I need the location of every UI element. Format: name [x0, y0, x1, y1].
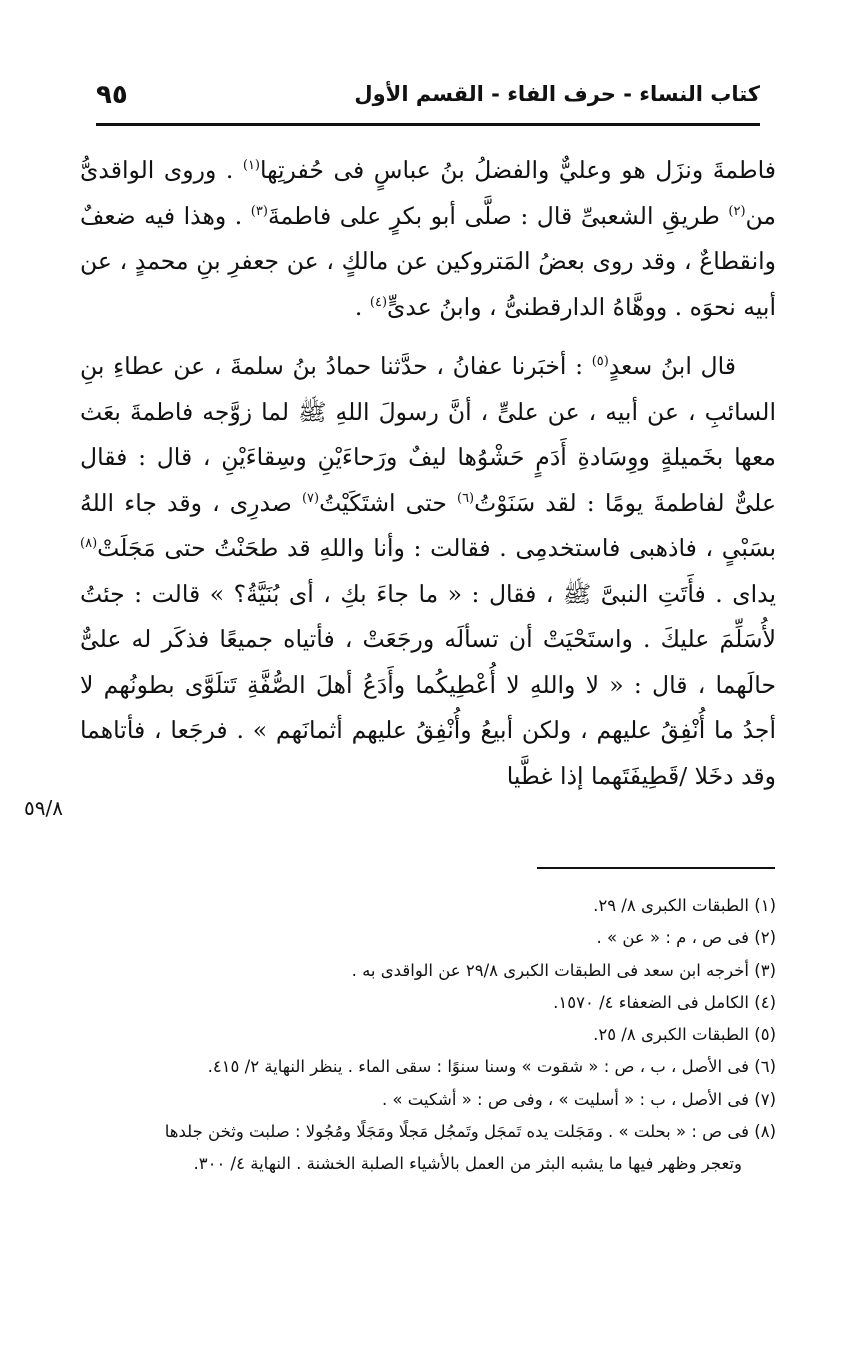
header-rule — [96, 123, 760, 126]
paragraph-1 — [80, 148, 776, 330]
footnote-ref: (٥) — [591, 354, 609, 370]
text-run: قال ابنُ سعدٍ — [608, 352, 736, 380]
margin-volume-page-note: ٥٩/٨ — [24, 796, 63, 820]
text-run: : أخبَرنا عفانُ ، حدَّثنا حمادُ بنُ سلمةَ ، عن عطاءِ بنِ السائبِ ، عن أبيه ، عن علىٍّ ، أنَّ رسولَ اللهِ ﷺ لما زوَّجه فاطمةَ بعَث معها بخَميلةٍ ووِسَادةِ أَدَمٍ حَشْوُها ليفٌ ورَحاءَيْنِ وسِقاءَيْنِ ، قال : فقال علىٌّ لفاطمةَ يومًا : لقد سَنَوْتُ — [80, 352, 776, 517]
footnote-8-continued: وتعجر وظهر فيها ما يشبه البثر من العمل بالأشياء الصلبة الخشنة . النهاية ٤/ ٣٠٠. — [193, 1154, 742, 1174]
footnote-4: (٤) الكامل فى الضعفاء ٤/ ١٥٧٠. — [553, 992, 776, 1012]
footnote-6: (٦) فى الأصل ، ب ، ص : « شقوت » وسنا سنوًا : سقى الماء . ينظر النهاية ٢/ ٤١٥. — [207, 1057, 776, 1077]
footnote-3: (٣) أخرجه ابن سعد فى الطبقات الكبرى ٢٩/٨ عن الواقدى به . — [351, 960, 776, 980]
footnote-7: (٧) فى الأصل ، ب : « أسليت » ، وفى ص : « أشكيت » . — [381, 1089, 776, 1109]
footnote-2: (٢) فى ص ، م : « عن » . — [596, 928, 776, 948]
running-head: كتاب النساء - حرف الفاء - القسم الأول — [354, 82, 760, 106]
footnote-5: (٥) الطبقات الكبرى ٨/ ٢٥. — [593, 1025, 776, 1045]
footnote-ref: (٤) — [369, 294, 388, 310]
footnote-1: (١) الطبقات الكبرى ٨/ ٢٩. — [593, 896, 776, 915]
page-header — [96, 80, 760, 120]
footnote-ref: (٧) — [301, 490, 320, 506]
text-run: حتى اشتَكَيْتُ — [319, 488, 457, 517]
footnote-ref: (١) — [242, 158, 260, 174]
footnote-ref: (٢) — [728, 203, 746, 219]
footnote-ref: (٣) — [250, 203, 268, 219]
text-run: يداى . فأَتَتِ النبىَّ ﷺ ، فقال : « ما جاءَ بكِ ، أى بُنَيَّةُ؟ » قالت : جئتُ لأُسَلِّمَ عليكَ . واستَحْيَتْ أن تسألَه ورجَعَتْ ، فأتياه جميعًا فذكَر له علىٌّ حالَهما ، قال : « لا واللهِ لا أُعْطِيكُما وأَدَعُ أهلَ الصُّفَّةِ تَتلَوَّى بطونُهم لا أجدُ ما أُنْفِقُ عليهم ، ولكن أبيعُ وأُنْفِقُ عليهم أثمانَهم » . فرجَعا ، فأتاهما وقد دخَلا /قَطِيفَتَهما إذا غطَّيا — [80, 579, 776, 790]
footnote-ref: (٨) — [80, 536, 98, 552]
main-text — [80, 148, 776, 799]
text-run: . وروى الواقدىُّ من — [80, 156, 777, 230]
page-number: ٩٥ — [96, 80, 128, 110]
text-run: . وهذا فيه ضعفٌ وانقطاعٌ ، وقد روى بعضُ المَتروكين عن مالكٍ ، عن جعفرِ بنِ محمدٍ ، عن أبيه نحوَه . ووهَّاهُ الدارقطنىُّ ، وابنُ عدىٍّ — [80, 201, 776, 321]
text-run: طريقِ الشعبىِّ قال : صلَّى أبو بكرٍ على فاطمةَ — [267, 201, 729, 230]
paragraph-2 — [80, 344, 776, 799]
text-run: فاطمةَ ونزَل هو وعليٌّ والفضلُ بنُ عباسٍ فى حُفرتِها — [260, 156, 777, 184]
footnote-rule — [537, 867, 775, 869]
footnote-8: (٨) فى ص : « بحلت » . ومَجَلت يده تَمجَل وتَمجُل مَجلًا ومَجَلًا ومُجُولا : صلبت وثخن جلدها — [164, 1122, 776, 1142]
footnote-ref: (٦) — [456, 490, 475, 506]
footnotes — [70, 890, 776, 1181]
text-run: . — [354, 292, 370, 321]
text-run: صدرِى ، وقد جاء اللهُ بسَبْىٍ ، فاذهبى فاستخدمِى . فقالت : وأنا واللهِ قد طحَنْتُ حتى مَجَلَتْ — [80, 488, 776, 562]
